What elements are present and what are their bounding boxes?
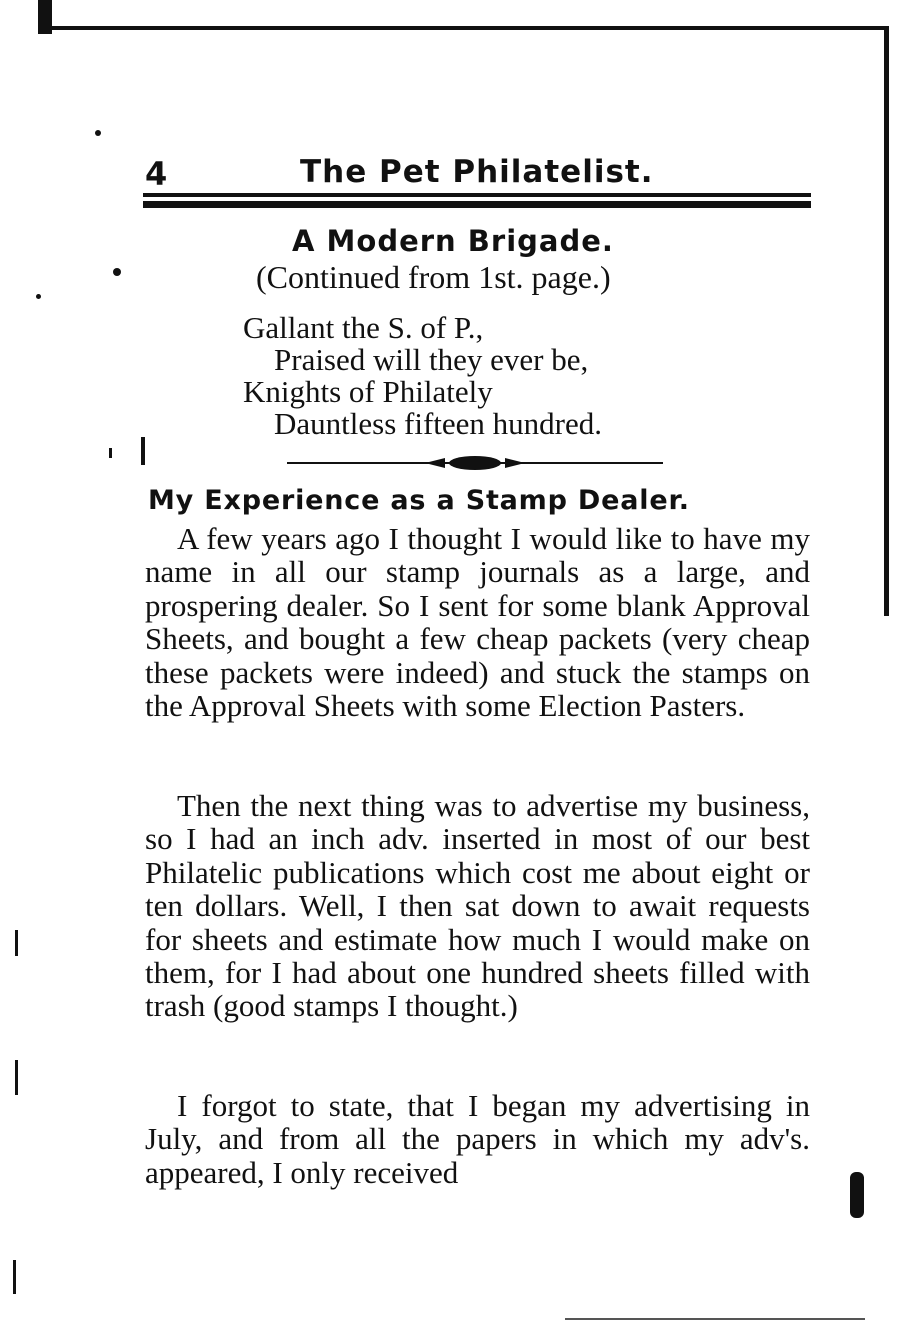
page-number: 4 — [145, 155, 168, 193]
top-border-line — [38, 26, 888, 30]
margin-speck — [95, 130, 101, 136]
margin-speck — [15, 1060, 18, 1095]
margin-speck — [113, 268, 121, 276]
article-title: My Experience as a Stamp Dealer. — [148, 485, 690, 516]
poem-title: A Modern Brigade. — [292, 224, 614, 258]
right-border-line — [884, 26, 889, 616]
article-paragraph: Then the next thing was to advertise my business, so I had an inch adv. inserted in most of our best Philatelic publications which cost me about eight or ten dollars. Well, I then sat down to await requests for sheets and estimate how much I would make on them, for I had about one hundred sheets filled with trash (good stamps I thought.) — [145, 788, 810, 1024]
margin-speck — [141, 437, 145, 465]
header-double-rule — [143, 201, 811, 208]
header-double-rule — [143, 193, 811, 197]
margin-speck — [850, 1172, 864, 1218]
poem-line: Dauntless fifteen hundred. — [274, 406, 602, 441]
article-paragraph: A few years ago I thought I would like to have my name in all our stamp journals as a large, and prospering dealer. So I sent for some blank Approval Sheets, and bought a few cheap packets (very cheap these packets were indeed) and stuck the stamps on the Approval Sheets with some Election Pasters. — [145, 521, 810, 724]
poem-line: Knights of Philately — [243, 374, 493, 409]
poem-line: Praised will they ever be, — [274, 342, 589, 377]
ornament-divider — [285, 452, 665, 474]
margin-speck — [13, 1260, 16, 1294]
journal-title: The Pet Philatelist. — [300, 154, 654, 190]
poem-continuation-note: (Continued from 1st. page.) — [256, 259, 611, 295]
margin-speck — [36, 294, 41, 299]
poem-line: Gallant the S. of P., — [243, 310, 484, 345]
margin-speck — [109, 448, 112, 458]
bottom-border-line — [565, 1318, 865, 1320]
article-paragraph: I forgot to state, that I began my advertising in July, and from all the papers in which my adv's. appeared, I only received — [145, 1088, 810, 1190]
running-header — [140, 155, 812, 191]
margin-speck — [15, 930, 18, 956]
